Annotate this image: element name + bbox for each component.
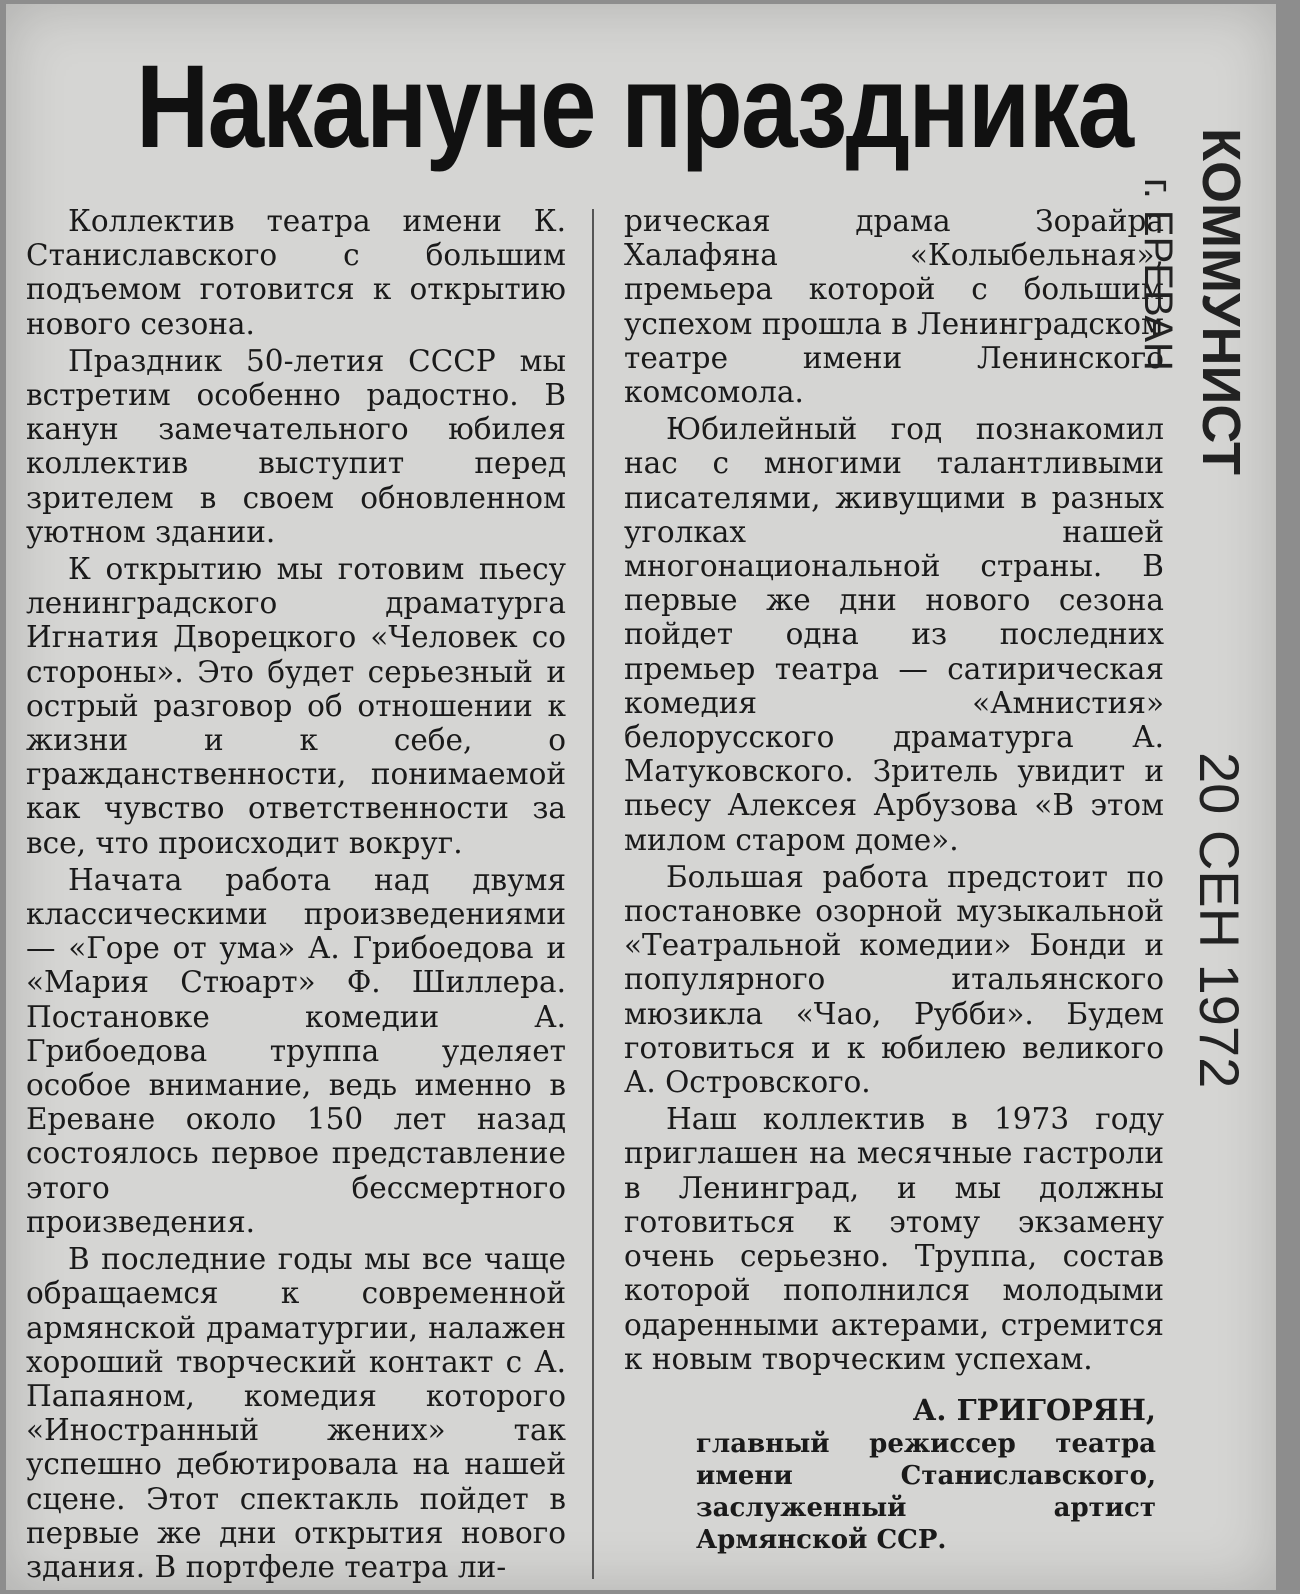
article-headline: Накануне праздника	[136, 41, 1133, 173]
stamp-city: г. ЕРЕВАН	[1136, 178, 1180, 371]
paragraph: Коллектив театра имени К. Станиславского с большим подъемом готовится к открытию нового сезона.	[26, 204, 566, 341]
paragraph: Праздник 50-летия СССР мы встретим особенно радостно. В канун замечательного юбилея коллектив выступит перед зрителем в своем обновленном уютном здании.	[26, 343, 566, 549]
author-signature	[696, 1392, 1156, 1556]
paragraph: Большая работа предстоит по постановке озорной музыкальной «Театральной комедии» Бонди и популярного итальянского мюзикла «Чао, Рубби». Будем готовиться и к юбилею великого А. Островского.	[624, 859, 1164, 1100]
stamp-newspaper-name: КОММУНИСТ	[1191, 128, 1251, 475]
author-name: А. ГРИГОРЯН,	[912, 1393, 1156, 1427]
paragraph: Начата работа над двумя классическими произведениями — «Горе от ума» А. Грибоедова и «Мария Стюарт» Ф. Шиллера. Постановке комедии А. Грибоедова труппа уделяет особое внимание, ведь именно в Ереване около 150 лет назад состоялось первое представление этого бессмертного произведения.	[26, 862, 566, 1239]
article-right-column	[624, 204, 1164, 1376]
paragraph: Наш коллектив в 1973 году приглашен на месячные гастроли в Ленинград, и мы должны готовиться к этому экзамену очень серьезно. Труппа, состав которой пополнился молодыми одаренными актерами, стремится к новым творческим успехам.	[624, 1102, 1164, 1376]
article-left-column	[26, 204, 566, 1584]
column-divider	[592, 209, 594, 1579]
paragraph: В последние годы мы все чаще обращаемся к современной армянской драматургии, налажен хороший творческий контакт с А. Папаяном, комедия которого «Иностранный жених» так успешно дебютировала на нашей сцене. Этот спектакль пойдет в первые же дни открытия нового здания. В портфеле театра ли-	[26, 1242, 566, 1584]
newspaper-clipping	[6, 4, 1276, 1590]
paragraph: Юбилейный год познакомил нас с многими талантливыми писателями, живущими в разных уголках нашей многонациональной страны. В первые же дни нового сезона пойдет одна из последних премьер театра — сатирическая комедия «Амнистия» белорусского драматурга А. Матуковского. Зритель увидит и пьесу Алексея Арбузова «В этом милом старом доме».	[624, 412, 1164, 857]
stamp-date: 20 СЕН 1972	[1188, 752, 1251, 1089]
paragraph-continuation: рическая драма Зорайра Халафяна «Колыбельная», премьера которой с большим успехом прошла в Ленинградском театре имени Ленинского комсомола.	[624, 204, 1164, 410]
author-title: главный режиссер театра имени Станиславского, заслуженный артист Армянской ССР.	[696, 1429, 1156, 1555]
paragraph: К открытию мы готовим пьесу ленинградского драматурга Игнатия Дворецкого «Человек со стороны». Это будет серьезный и острый разговор об отношении к жизни и к себе, о гражданственности, понимаемой как чувство ответственности за все, что происходит вокруг.	[26, 552, 566, 860]
